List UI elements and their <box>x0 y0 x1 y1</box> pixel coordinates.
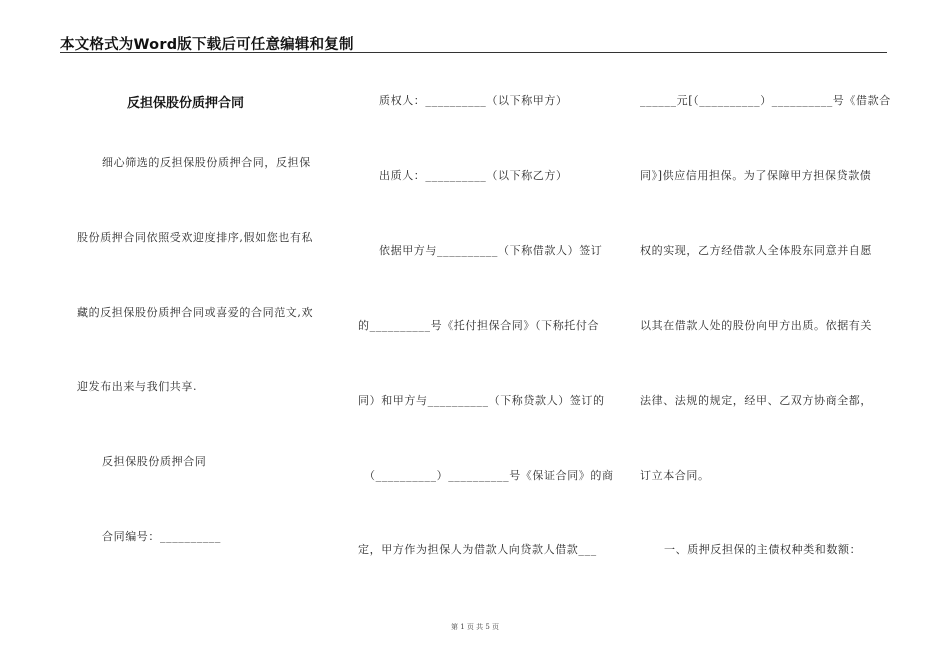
body-line: 同》]供应信用担保。为了保障甲方担保贷款债 <box>640 169 872 182</box>
contract-subtitle: 反担保股份质押合同 <box>102 455 207 468</box>
body-line: 的__________号《托付担保合同》（下称托付合 <box>358 319 600 332</box>
intro-line: 细心筛选的反担保股份质押合同，反担保 <box>102 156 311 169</box>
contract-number-field: 合同编号：__________ <box>102 530 221 543</box>
body-line: 同）和甲方与__________（下称贷款人）签订的 <box>358 394 605 407</box>
body-line: 法律、法规的规定，经甲、乙双方协商全都， <box>640 394 872 407</box>
body-line: 订立本合同。 <box>640 469 710 482</box>
section-heading: 一、质押反担保的主债权种类和数额： <box>664 543 862 556</box>
body-line: 依据甲方与__________（下称借款人）签订 <box>379 244 603 257</box>
intro-line: 藏的反担保股份质押合同或喜爱的合同范文,欢 <box>77 306 314 319</box>
body-line: 权的实现，乙方经借款人全体股东同意并自愿 <box>640 244 872 257</box>
body-line: ______元[（__________）__________号《借款合 <box>640 94 891 107</box>
body-line: 定，甲方作为担保人为借款人向贷款人借款___ <box>358 543 597 556</box>
intro-line: 迎发布出来与我们共享. <box>77 380 198 393</box>
pledgee-line: 质权人：__________（以下称甲方） <box>379 94 568 107</box>
document-header-title: 本文格式为Word版下载后可任意编辑和复制 <box>60 37 354 53</box>
pledgor-line: 出质人：__________（以下称乙方） <box>379 169 568 182</box>
document-title: 反担保股份质押合同 <box>127 96 245 111</box>
body-line: 以其在借款人处的股份向甲方出质。依据有关 <box>640 319 872 332</box>
header-divider <box>60 52 887 53</box>
intro-line: 股份质押合同依照受欢迎度排序,假如您也有私 <box>77 231 314 244</box>
page-number: 第 1 页 共 5 页 <box>450 623 500 631</box>
body-line: （__________）__________号《保证合同》的商 <box>364 469 614 482</box>
